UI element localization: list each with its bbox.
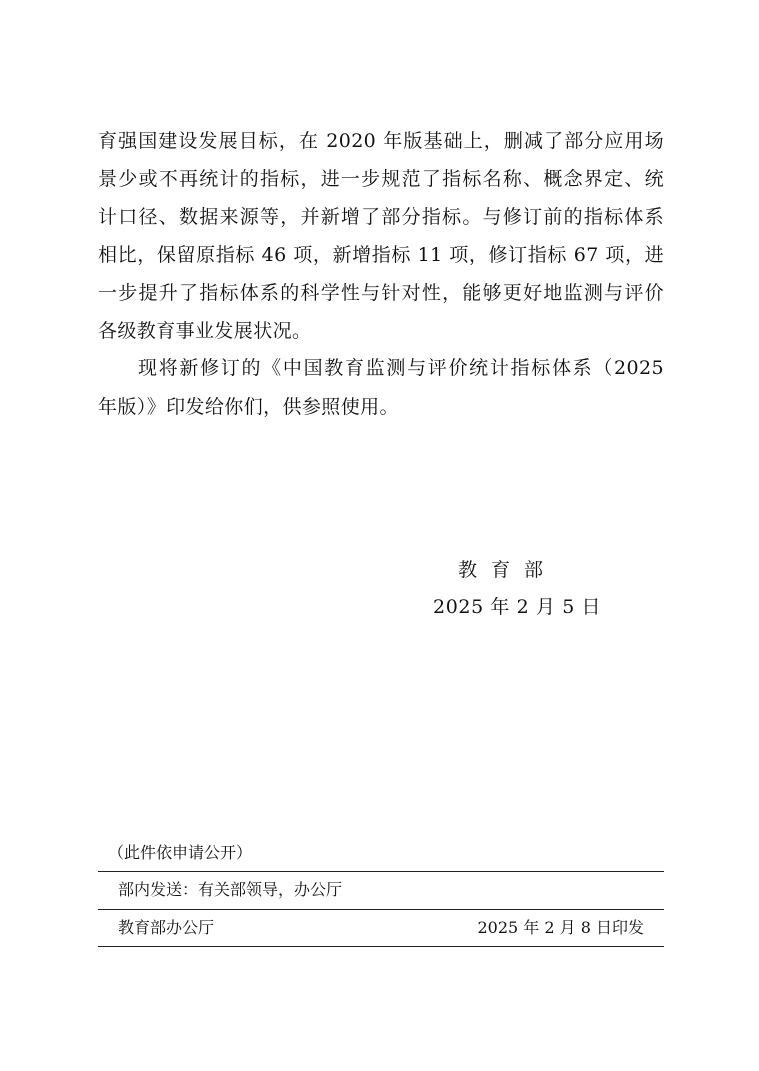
footer-rule-top xyxy=(98,871,664,872)
body-line-4: 相比，保留原指标 46 项，新增指标 11 项，修订指标 67 项，进 xyxy=(98,244,664,266)
signature-date: 2025 年 2 月 5 日 xyxy=(433,596,602,618)
body-line-6: 各级教育事业发展状况。 xyxy=(98,320,312,342)
signature-organization: 教育部 xyxy=(458,559,558,581)
body-paragraph2-line-1: 现将新修订的《中国教育监测与评价统计指标体系（2025 xyxy=(138,357,664,379)
footer-rule-middle xyxy=(98,909,664,910)
issue-date: 2025 年 2 月 8 日印发 xyxy=(477,918,644,937)
footer-rule-bottom xyxy=(98,946,664,947)
body-line-2: 景少或不再统计的指标，进一步规范了指标名称、概念界定、统 xyxy=(98,168,664,190)
cc-line: 部内发送：有关部领导，办公厅 xyxy=(118,880,343,899)
body-line-5: 一步提升了指标体系的科学性与针对性，能够更好地监测与评价 xyxy=(98,282,664,304)
issuer: 教育部办公厅 xyxy=(118,918,215,937)
body-paragraph2-line-2: 年版）》印发给你们，供参照使用。 xyxy=(98,396,399,418)
disclosure-note: （此件依申请公开） xyxy=(108,843,253,862)
body-line-3: 计口径、数据来源等，并新增了部分指标。与修订前的指标体系 xyxy=(98,206,664,228)
body-line-1: 育强国建设发展目标，在 2020 年版基础上，删减了部分应用场 xyxy=(98,130,664,152)
